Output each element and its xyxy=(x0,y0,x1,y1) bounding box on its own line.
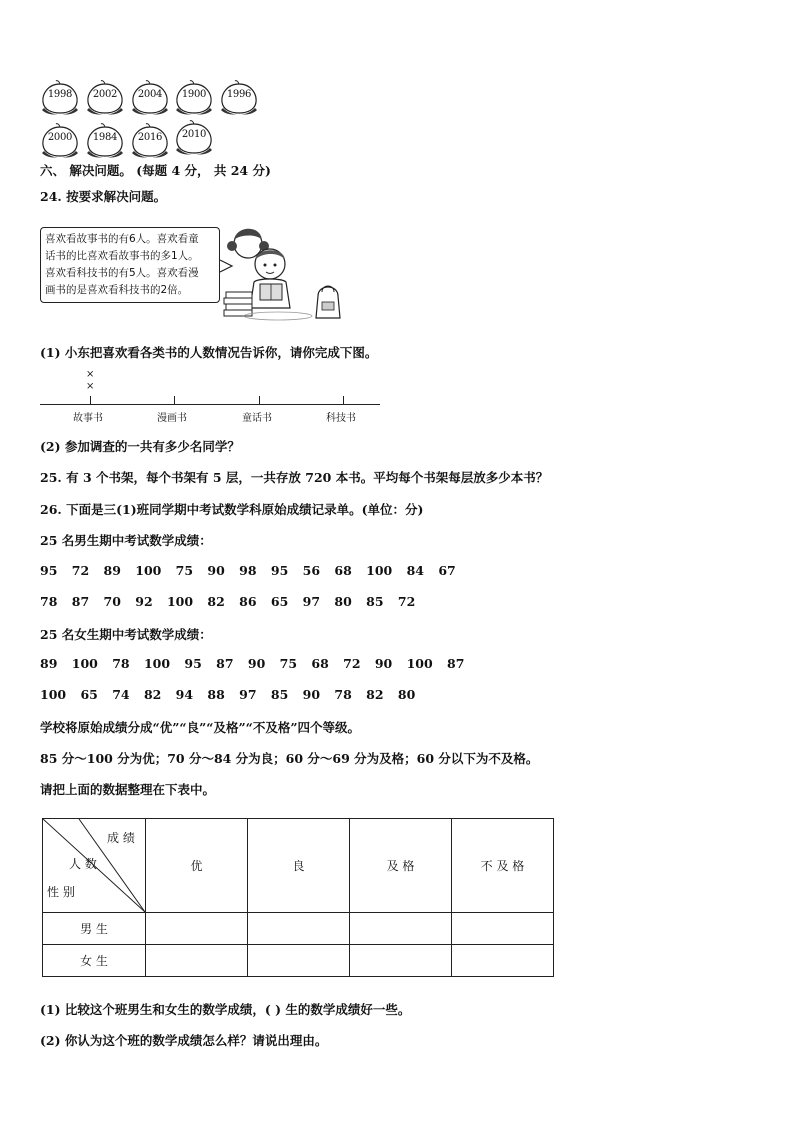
corner-label-count: 人 数 xyxy=(69,857,97,871)
peach-year: 2000 xyxy=(47,132,73,143)
peach-2016 xyxy=(130,123,170,159)
q26-part2: (2) 你认为这个班的数学成绩怎么样？请说出理由。 xyxy=(40,1033,328,1048)
corner-label-grade: 成 绩 xyxy=(107,831,135,845)
q24-part1: (1) 小东把喜欢看各类书的人数情况告诉你，请你完成下图。 xyxy=(40,345,378,360)
peach-2010 xyxy=(174,120,214,156)
grade-table xyxy=(42,818,554,977)
children-reading-illustration xyxy=(218,222,348,322)
category-label: 故事书 xyxy=(73,413,103,424)
corner-label-gender: 性 别 xyxy=(47,885,75,899)
peach-2002 xyxy=(85,80,125,116)
axis-tick xyxy=(259,396,260,404)
answer-cell[interactable] xyxy=(350,945,452,977)
bubble-line: 画书的是喜欢看科技书的2倍。 xyxy=(45,284,189,296)
girls-scores-row: 89 100 78 100 95 87 90 75 68 72 90 100 87 xyxy=(40,656,465,671)
q24-title: 24. 按要求解决问题。 xyxy=(40,189,167,204)
q26-part1: (1) 比较这个班男生和女生的数学成绩，( ) 生的数学成绩好一些。 xyxy=(40,1002,411,1017)
q24-part2: (2) 参加调查的一共有多少名同学？ xyxy=(40,439,240,454)
peach-1984 xyxy=(85,123,125,159)
category-label: 漫画书 xyxy=(157,413,187,424)
row-label-girls: 女 生 xyxy=(43,945,146,977)
q25: 25. 有 3 个书架，每个书架有 5 层，一共存放 720 本书。平均每个书架每层放多少本书？ xyxy=(40,470,549,485)
peach-1900 xyxy=(174,80,214,116)
answer-cell[interactable] xyxy=(248,913,350,945)
levels-text: 学校将原始成绩分成“优”“良”“及格”“不及格”四个等级。 xyxy=(40,720,361,735)
q26-title: 26. 下面是三(1)班同学期中考试数学科原始成绩记录单。(单位：分) xyxy=(40,502,424,517)
row-label-boys: 男 生 xyxy=(43,913,146,945)
axis-line xyxy=(40,404,380,405)
answer-cell[interactable] xyxy=(146,945,248,977)
header-good: 良 xyxy=(248,819,350,913)
answer-cell[interactable] xyxy=(350,913,452,945)
peach-year: 1998 xyxy=(47,89,73,100)
axis-tick xyxy=(174,396,175,404)
boys-label: 25 名男生期中考试数学成绩： xyxy=(40,533,212,548)
criteria-text: 85 分～100 分为优；70 分～84 分为良；60 分～69 分为及格；60 分以下为不及格。 xyxy=(40,751,539,766)
girls-scores-row: 100 65 74 82 94 88 97 85 90 78 82 80 xyxy=(40,687,416,702)
header-pass: 及 格 xyxy=(350,819,452,913)
boys-scores-row: 95 72 89 100 75 90 98 95 56 68 100 84 67 xyxy=(40,563,456,578)
section-heading: 六、 解决问题。 (每题 4 分， 共 24 分) xyxy=(40,163,271,178)
peach-year: 2010 xyxy=(181,129,207,140)
answer-cell[interactable] xyxy=(146,913,248,945)
bubble-line: 喜欢看科技书的有5人。喜欢看漫 xyxy=(45,267,199,279)
bubble-line: 话书的比喜欢看故事书的多1人。 xyxy=(45,250,199,262)
peach-year: 1984 xyxy=(92,132,118,143)
peach-2004 xyxy=(130,80,170,116)
peach-year: 1900 xyxy=(181,89,207,100)
peach-2000 xyxy=(40,123,80,159)
header-fail: 不 及 格 xyxy=(452,819,554,913)
header-excellent: 优 xyxy=(146,819,248,913)
corner-header-cell xyxy=(43,819,146,913)
category-label: 科技书 xyxy=(326,413,356,424)
speech-bubble xyxy=(40,227,220,303)
peach-1998 xyxy=(40,80,80,116)
boys-scores-row: 78 87 70 92 100 82 86 65 97 80 85 72 xyxy=(40,594,416,609)
axis-tick xyxy=(90,396,91,404)
peach-year: 2002 xyxy=(92,89,118,100)
tally-mark: × xyxy=(86,369,95,380)
peach-year: 2004 xyxy=(137,89,163,100)
answer-cell[interactable] xyxy=(452,945,554,977)
axis-tick xyxy=(343,396,344,404)
bubble-line: 喜欢看故事书的有6人。喜欢看童 xyxy=(45,233,199,245)
peach-1996 xyxy=(219,80,259,116)
peach-year: 1996 xyxy=(226,89,252,100)
answer-cell[interactable] xyxy=(248,945,350,977)
category-label: 童话书 xyxy=(242,413,272,424)
peach-year: 2016 xyxy=(137,132,163,143)
tally-mark: × xyxy=(86,381,95,392)
girls-label: 25 名女生期中考试数学成绩： xyxy=(40,627,212,642)
answer-cell[interactable] xyxy=(452,913,554,945)
instruction-text: 请把上面的数据整理在下表中。 xyxy=(40,782,216,797)
